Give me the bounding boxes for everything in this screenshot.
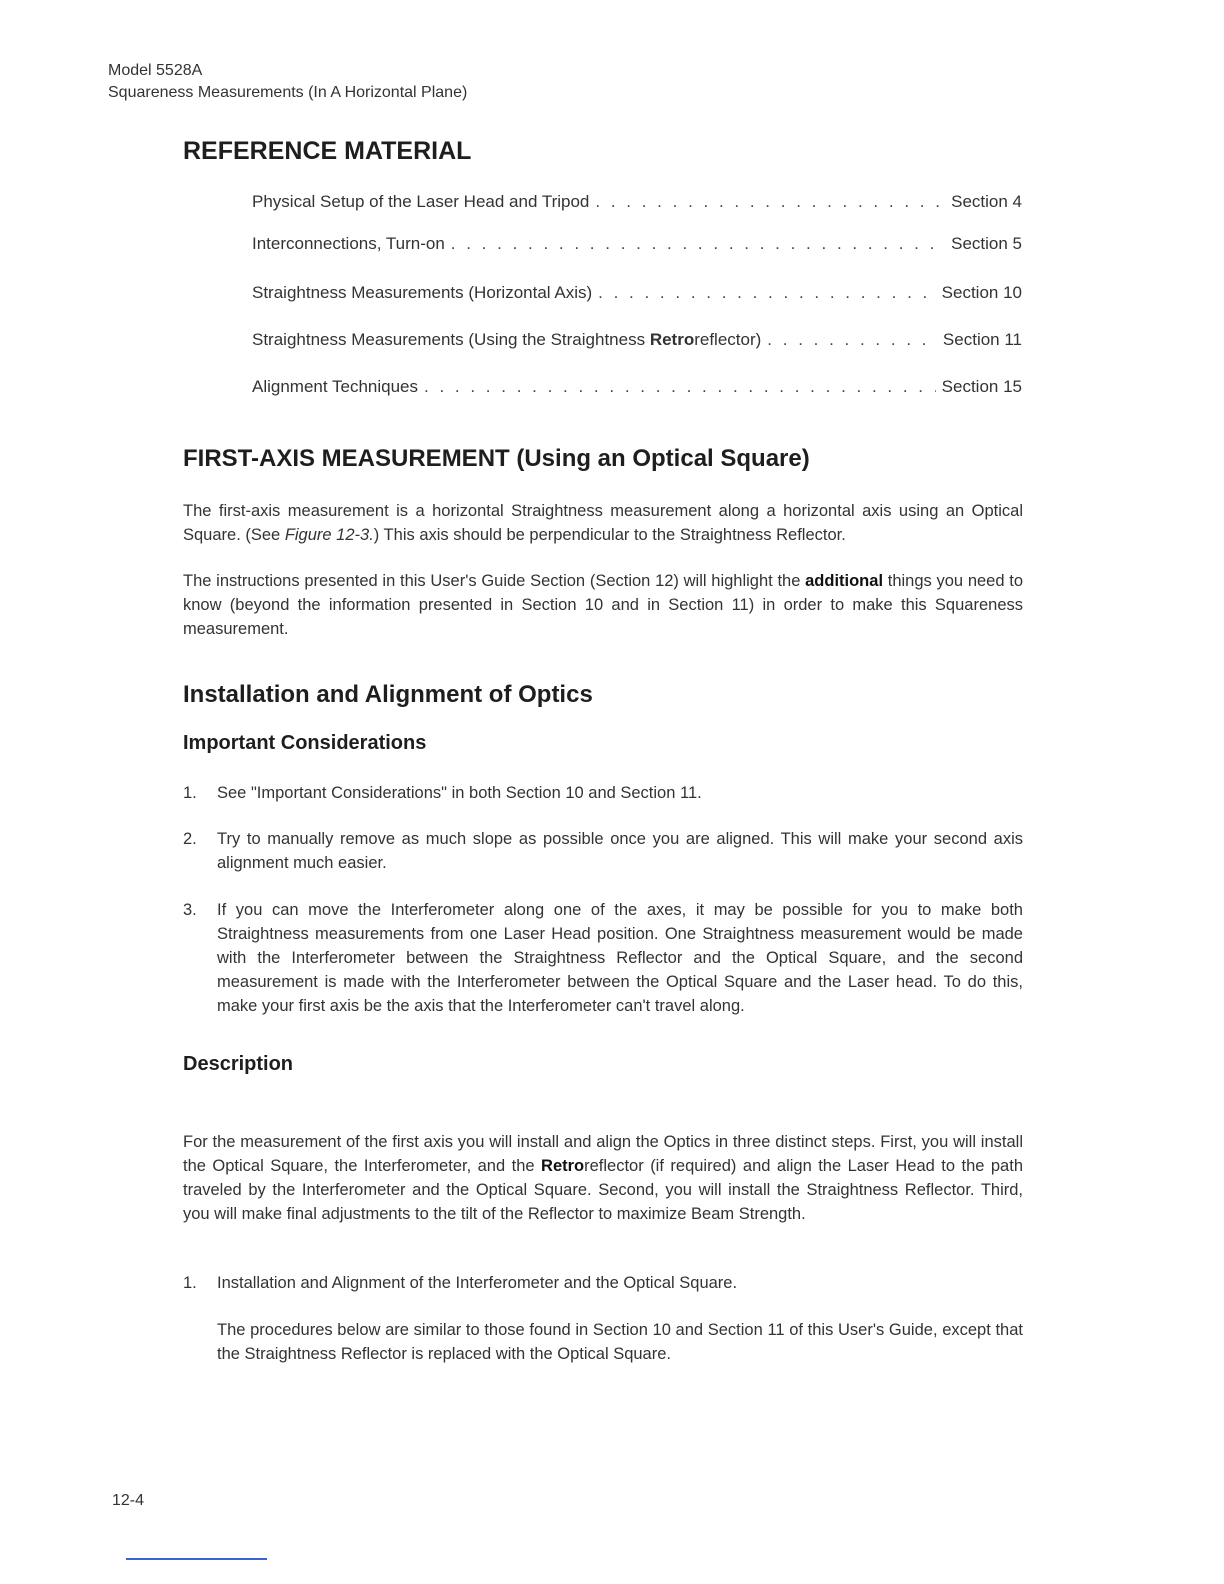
reference-item-title: Interconnections, Turn-on <box>252 234 445 253</box>
leader-dots <box>451 234 945 254</box>
list-number: 2. <box>183 830 197 848</box>
reference-item-section: Section 11 <box>942 330 1022 349</box>
reference-item <box>252 283 1022 309</box>
first-axis-heading: FIRST-AXIS MEASUREMENT (Using an Optical Square) <box>183 445 810 472</box>
first-axis-paragraph-2: The instructions presented in this User's Guide Section (Section 12) will highlight the additional things you need to know (beyond the information presented in Section 10 and in Section 11) in order to make this Squareness measurement. <box>183 572 1023 638</box>
model-label: Model 5528A <box>108 62 203 79</box>
leader-dots <box>598 283 936 303</box>
reference-heading: REFERENCE MATERIAL <box>183 137 472 165</box>
leader-dots <box>424 377 936 397</box>
first-axis-paragraph-1: The first-axis measurement is a horizontal Straightness measurement along a horizontal axis using an Optical Square. (See Figure 12-3.) This axis should be perpendicular to the Straightness Reflector. <box>183 502 1023 544</box>
footer-rule <box>126 1558 267 1560</box>
page-number: 12-4 <box>112 1492 145 1509</box>
reference-item-section: Section 15 <box>941 377 1022 396</box>
leader-dots <box>595 192 945 212</box>
reference-item-title: Straightness Measurements (Using the Straightness Retroreflector) <box>252 330 762 349</box>
chapter-subtitle: Squareness Measurements (In A Horizontal Plane) <box>108 84 468 101</box>
list-number: 3. <box>183 901 197 919</box>
list-item <box>183 781 1023 805</box>
list-text: If you can move the Interferometer along one of the axes, it may be possible for you to make both Straightness measurements from one Laser Head position. One Straightness measurement would be made with the Interferometer between the Straightness Reflector and the Optical Square, and the second measurement is made with the Interferometer between the Optical Square and the Laser head. To do this, make your first axis be the axis that the Interferometer can't travel along. <box>217 901 1023 1015</box>
description-heading: Description <box>183 1053 294 1075</box>
reference-item <box>252 192 1022 218</box>
description-paragraph: For the measurement of the first axis you will install and align the Optics in three distinct steps. First, you will install the Optical Square, the Interferometer, and the Retroreflector (if required) and align the Laser Head to the path traveled by the Interferometer and the Optical Square. Second, you will install the Straightness Reflector. Third, you will make final adjustments to the tilt of the Reflector to maximize Beam Strength. <box>183 1133 1023 1223</box>
list-number: 1. <box>183 784 197 802</box>
reference-item <box>252 377 1022 403</box>
reference-item-title: Alignment Techniques <box>252 377 419 396</box>
running-header <box>108 60 467 104</box>
list-text: Try to manually remove as much slope as possible once you are aligned. This will make your second axis alignment much easier. <box>217 830 1023 872</box>
reference-item-section: Section 10 <box>941 283 1022 302</box>
list-item <box>183 827 1023 875</box>
description-step <box>183 1271 1023 1295</box>
step-title: Installation and Alignment of the Interferometer and the Optical Square. <box>217 1274 738 1292</box>
reference-item-title: Physical Setup of the Laser Head and Tripod <box>252 192 590 211</box>
reference-item-title: Straightness Measurements (Horizontal Axis) <box>252 283 593 302</box>
considerations-heading: Important Considerations <box>183 732 427 754</box>
reference-item <box>252 234 1022 260</box>
list-number: 1. <box>183 1274 197 1292</box>
list-item <box>183 898 1023 1018</box>
installation-heading: Installation and Alignment of Optics <box>183 681 593 708</box>
reference-item <box>252 330 1022 356</box>
reference-item-section: Section 4 <box>951 192 1022 211</box>
step-detail-paragraph: The procedures below are similar to those found in Section 10 and Section 11 of this User's Guide, except that the Straightness Reflector is replaced with the Optical Square. <box>217 1321 1023 1363</box>
reference-item-section: Section 5 <box>951 234 1022 253</box>
list-text: See "Important Considerations" in both Section 10 and Section 11. <box>217 784 702 802</box>
leader-dots <box>767 330 937 350</box>
